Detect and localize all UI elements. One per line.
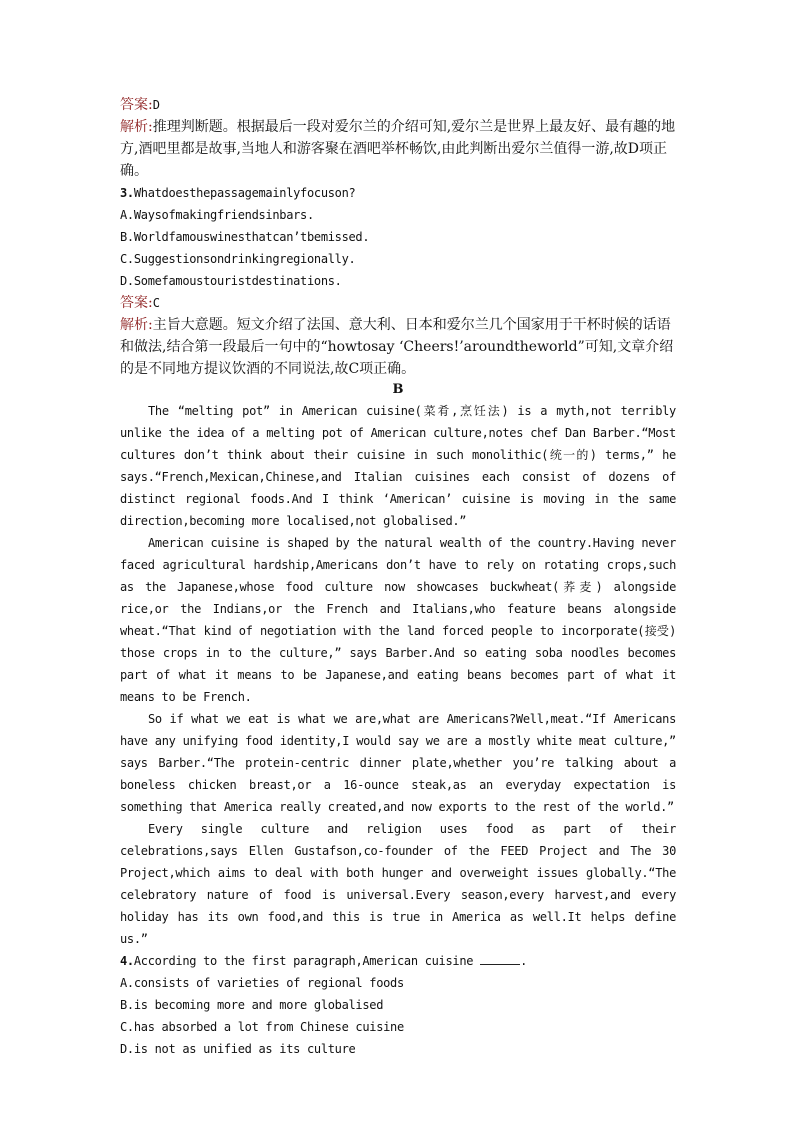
answer-label: 答案:: [120, 295, 153, 311]
passage-paragraph-1: The “melting pot” in American cuisine(菜肴,烹饪法) is a myth,not terribly unlike the idea of a melting pot of American culture,notes chef Dan Barber.“Most cultures don’t think about their cuisine in such monolithic(统一的) terms,” he says.“French,Mexican,Chinese,and Italian cuisines each consist of dozens of distinct regional foods.And I think ‘American’ cuisine is moving in the same direction,becoming more localised,not globalised.”: [120, 404, 676, 528]
analysis-label: 解析:: [120, 119, 153, 135]
answer-blank: [480, 954, 520, 965]
q3-option-a: A.Waysofmakingfriendsinbars.: [120, 208, 314, 222]
q3-analysis: [120, 314, 676, 380]
question-text: According to the first paragraph,American cuisine: [133, 954, 474, 968]
answer-label: 答案:: [120, 97, 153, 113]
q3-question: [120, 182, 676, 204]
q4-option-b: B.is becoming more and more globalised: [120, 998, 384, 1012]
question-number: 4.: [120, 954, 134, 968]
passage-paragraph-3: So if what we eat is what we are,what are Americans?Well,meat.“If Americans have any unifying food identity,I would say we are a mostly white meat culture,” says Barber.“The protein-centric dinner plate,whether you’re talking about a boneless chicken breast,or a 16-ounce steak,as an everyday expectation is something that America really created,and now exports to the rest of the world.”: [120, 712, 676, 814]
answer-value: C: [152, 296, 160, 310]
q3-option-b: B.Worldfamouswinesthatcan’tbemissed.: [120, 230, 370, 244]
question-number: 3.: [120, 186, 134, 200]
q2-answer: [120, 94, 676, 116]
q4-option-a: A.consists of varieties of regional foods: [120, 976, 404, 990]
analysis-text: 主旨大意题。短文介绍了法国、意大利、日本和爱尔兰几个国家用于干杯时候的话语和做法,结合第一段最后一句中的“howtosay ‘Cheers!’aroundtheworld”可知,文章介绍的是不同地方提议饮酒的不同说法,故C项正确。: [120, 317, 674, 377]
q3-option-c: C.Suggestionsondrinkingregionally.: [120, 252, 356, 266]
document-page: [120, 94, 676, 1060]
section-title: B: [392, 382, 404, 397]
passage-paragraph-2: American cuisine is shaped by the natural wealth of the country.Having never faced agricultural hardship,Americans don’t have to rely on rotating crops,such as the Japanese,whose food culture now showcases buckwheat(荞麦) alongside rice,or the Indians,or the French and Italians,who feature beans alongside wheat.“That kind of negotiation with the land forced people to incorporate(接受) those crops in to the culture,” says Barber.And so eating soba noodles becomes part of what it means to be Japanese,and eating beans becomes part of what it means to be French.: [120, 536, 676, 704]
passage-paragraph-4: Every single culture and religion uses food as part of their celebrations,says Ellen Gustafson,co-founder of the FEED Project and The 30 Project,which aims to deal with both hunger and overweight issues globally.“The celebratory nature of food is universal.Every season,every harvest,and every holiday has its own food,and this is true in America as well.It helps define us.”: [120, 822, 676, 946]
analysis-text: 推理判断题。根据最后一段对爱尔兰的介绍可知,爱尔兰是世界上最友好、最有趣的地方,酒吧里都是故事,当地人和游客聚在酒吧举杯畅饮,由此判断出爱尔兰值得一游,故D项正确。: [120, 119, 676, 179]
q4-question: [120, 950, 676, 972]
analysis-label: 解析:: [120, 317, 153, 333]
q4-option-d: D.is not as unified as its culture: [120, 1042, 356, 1056]
q4-option-c: C.has absorbed a lot from Chinese cuisine: [120, 1020, 404, 1034]
question-end: .: [520, 954, 528, 968]
q2-analysis: [120, 116, 676, 182]
answer-value: D: [152, 98, 160, 112]
q3-option-d: D.Somefamoustouristdestinations.: [120, 274, 342, 288]
q3-answer: [120, 292, 676, 314]
question-text: Whatdoesthepassagemainlyfocuson?: [133, 186, 356, 200]
